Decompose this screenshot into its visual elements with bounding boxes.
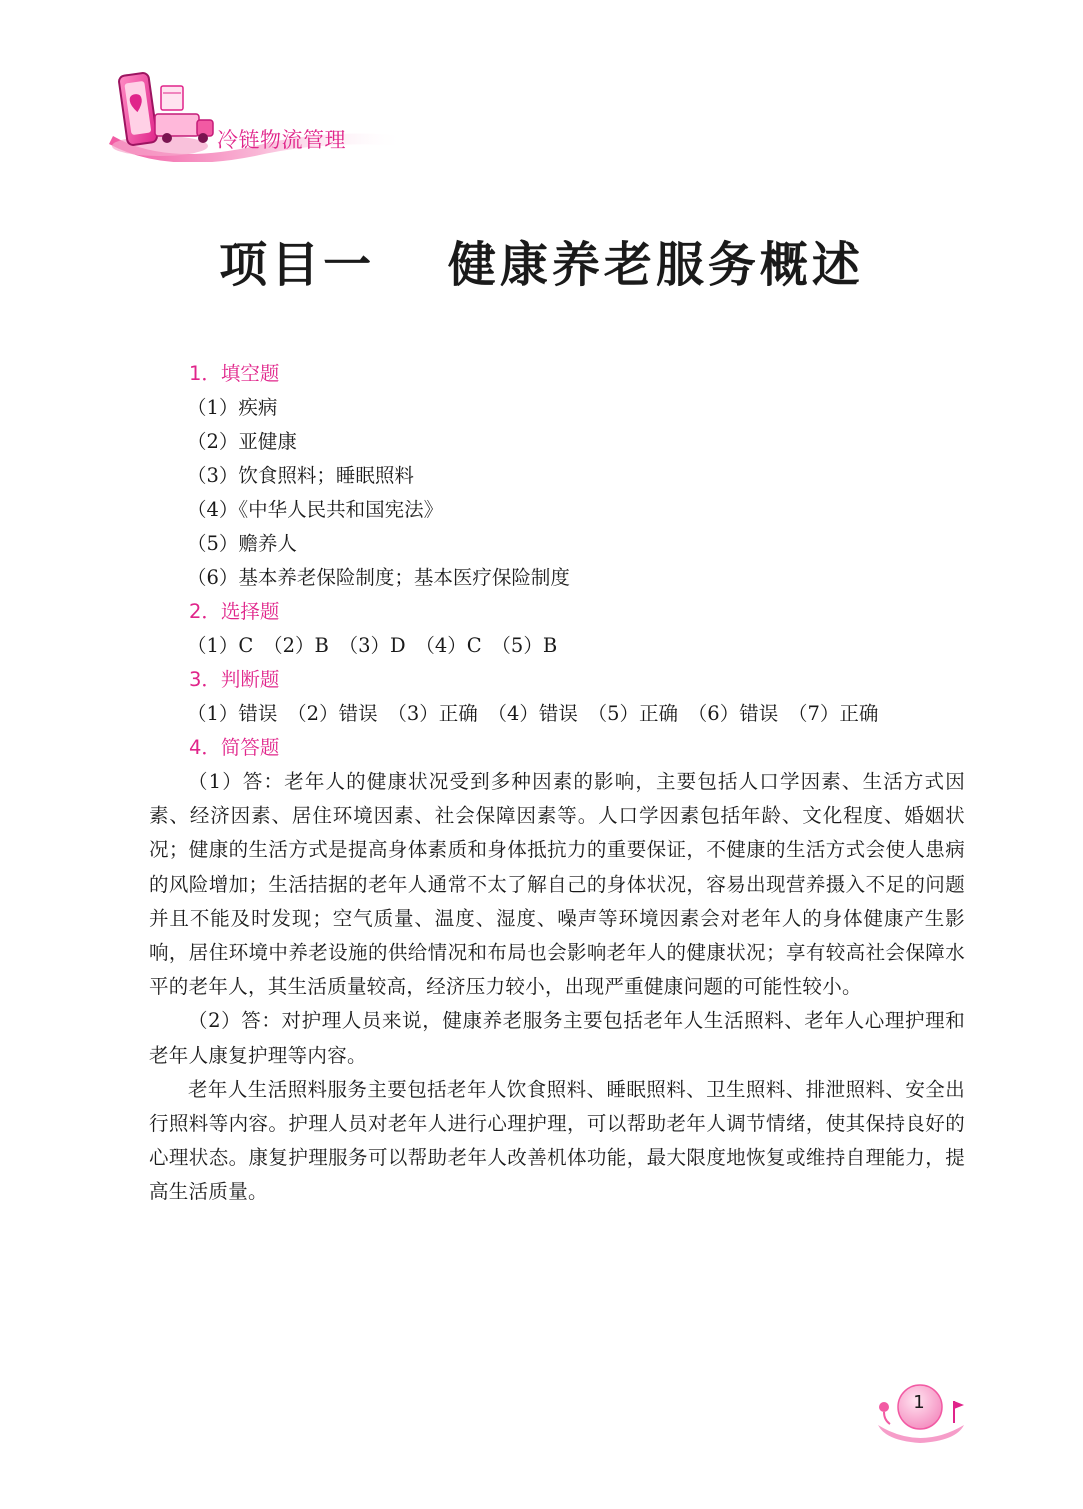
answer-item: （1）疾病 <box>187 396 278 419</box>
chapter-title: 项目一 健康养老服务概述 <box>219 237 864 293</box>
answer-item: （1）C （2）B （3）D （4）C （5）B <box>187 634 558 657</box>
answer-item: （5）赡养人 <box>187 532 297 555</box>
answer-item: （2）亚健康 <box>187 430 297 453</box>
answer-item: （3）饮食照料；睡眠照料 <box>187 464 414 487</box>
answer-item: （1）错误 （2）错误 （3）正确 （4）错误 （5）正确 （6）错误 （7）正确 <box>187 702 879 725</box>
section-heading-fill-blank: 1．填空题 <box>189 362 280 385</box>
answer-item: （6）基本养老保险制度；基本医疗保险制度 <box>187 566 570 589</box>
answer-paragraph: （1）答：老年人的健康状况受到多种因素的影响，主要包括人口学因素、生活方式因素、经济因素、居住环境因素、社会保障因素等。人口学因素包括年龄、文化程度、婚姻状况；健康的生活方式是提高身体素质和身体抵抗力的重要保证，不健康的生活方式会使人患病的风险增加；生活拮据的老年人通常不太了解自己的身体状况，容易出现营养摄入不足的问题并且不能及时发现；空气质量、温度、湿度、噪声等环境因素会对老年人的身体健康产生影响，居住环境中养老设施的供给情况和布局也会影响老年人的健康状况；享有较高社会保障水平的老年人，其生活质量较高，经济压力较小，出现严重健康问题的可能性较小。 <box>149 770 965 999</box>
answer-paragraph: （2）答：对护理人员来说，健康养老服务主要包括老年人生活照料、老年人心理护理和老年人康复护理等内容。 <box>149 1009 965 1067</box>
answer-item: （4）《中华人民共和国宪法》 <box>187 498 444 521</box>
answer-paragraph: 老年人生活照料服务主要包括老年人饮食照料、睡眠照料、卫生照料、排泄照料、安全出行照料等内容。护理人员对老年人进行心理护理，可以帮助老年人调节情绪，使其保持良好的心理状态。康复护理服务可以帮助老年人改善机体功能，最大限度地恢复或维持自理能力，提高生活质量。 <box>149 1077 965 1204</box>
section-heading-short-answer: 4．简答题 <box>189 736 280 759</box>
section-heading-true-false: 3．判断题 <box>189 668 280 691</box>
page-number: 1 <box>913 1392 925 1413</box>
page-number-badge <box>872 1379 972 1449</box>
running-header <box>105 66 405 162</box>
answer-content <box>149 357 965 1210</box>
page-badge-decoration-icon <box>872 1379 972 1449</box>
section-heading-multiple-choice: 2．选择题 <box>189 600 280 623</box>
running-header-title: 冷链物流管理 <box>217 128 346 152</box>
